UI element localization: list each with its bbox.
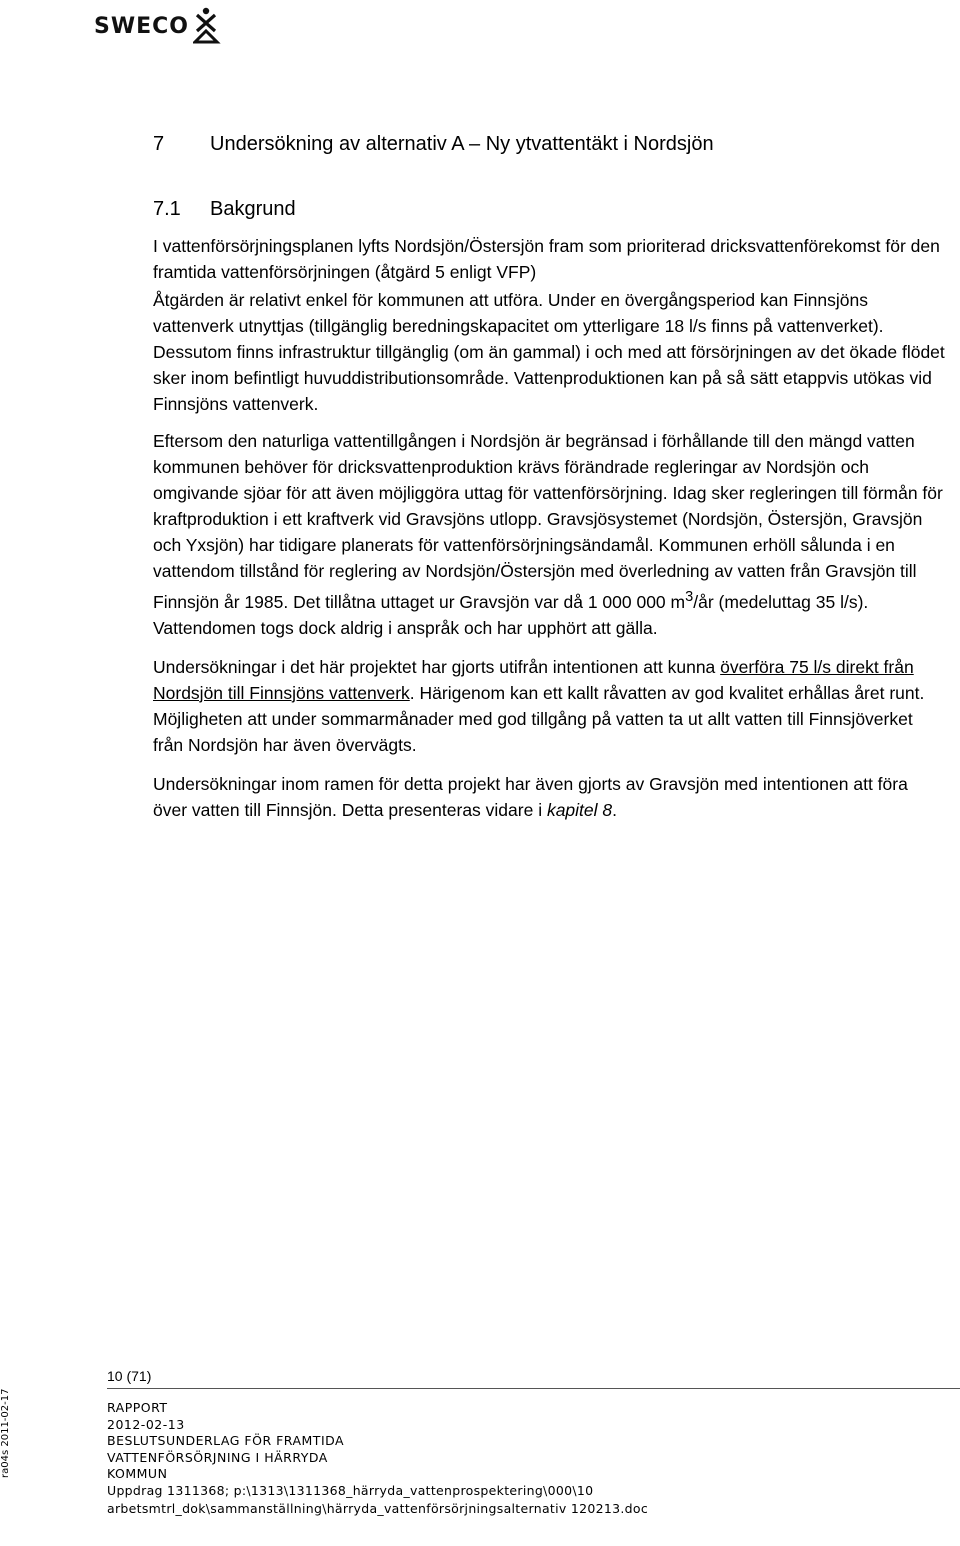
logo-text: SWECO	[94, 13, 189, 39]
paragraph-4	[153, 654, 945, 758]
sweco-logo	[94, 6, 223, 46]
section-heading	[153, 193, 945, 225]
superscript-3: 3	[685, 589, 694, 605]
chapter-reference: kapitel 8	[546, 799, 613, 820]
paragraph-5-text-end: .	[612, 799, 618, 820]
paragraph-4-text-end: . Härigenom kan ett kallt råvatten av god kvalitet erhållas året runt. Möjligheten att under sommarmånader med god tillgång på vatten ta ut allt vatten till Finnsjöverket från Nordsjön har även övervägts.	[153, 682, 925, 755]
template-code: ra04s 2011-02-17	[0, 1388, 11, 1478]
paragraph-4-text: Undersökningar i det här projektet har gjorts utifrån intentionen att kunna	[153, 656, 721, 677]
chapter-title: Undersökning av alternativ A – Ny ytvattentäkt i Nordsjön	[210, 133, 714, 155]
chapter-heading	[153, 128, 945, 160]
report-title-line-2: VATTENFÖRSÖRJNING I HÄRRYDA	[107, 1449, 328, 1465]
page-number: 10 (71)	[107, 1368, 152, 1384]
section-title: Bakgrund	[210, 198, 296, 220]
report-type: RAPPORT	[107, 1400, 168, 1415]
assignment-line-2: arbetsmtrl_dok\sammanställning\härryda_vattenförsörjningsalternativ 120213.doc	[107, 1501, 648, 1516]
sweco-figure-icon	[193, 6, 223, 46]
report-title-line-1: BESLUTSUNDERLAG FÖR FRAMTIDA	[107, 1433, 345, 1448]
paragraph-3-text: Eftersom den naturliga vattentillgången i Nordsjön är begränsad i förhållande till den mängd vatten kommunen behöver för dricksvattenproduktion krävs förändrade regleringar av Nordsjön och omgivande sjöar för att även möjliggöra uttag för vattenförsörjning. Idag sker regleringen till förmån för kraftproduktion i ett kraftverk vid Gravsjöns utlopp. Gravsjösystemet (Nordsjön, Östersjön, Gravsjön och Yxsjön) har tidigare planerats för vattenförsörjningsändamål. Kommunen erhöll sålunda i en vattendom tillstånd för reglering av Nordsjön/Östersjön med överledning av vatten från Gravsjön till Finnsjön år 1985. Det tillåtna uttaget ur Gravsjön var då 1 000 000 m	[153, 431, 943, 612]
report-info	[107, 1400, 960, 1483]
chapter-number: 7	[153, 133, 165, 155]
paragraph-3-text-end: /år (medeluttag 35 l/s). Vattendomen togs dock aldrig i anspråk och har upphört att gälla.	[153, 591, 869, 638]
assignment-line-1: Uppdrag 1311368; p:\1313\1311368_härryda_vattenprospektering\000\10	[107, 1483, 594, 1498]
section-number: 7.1	[153, 198, 181, 220]
paragraph-4-underlined: överföra 75 l/s direkt från Nordsjön till Finnsjöns vattenverk	[153, 656, 914, 703]
page-footer	[107, 1366, 960, 1483]
report-date: 2012-02-13	[107, 1416, 185, 1432]
document-body	[153, 128, 945, 823]
paragraph-2: Åtgärden är relativt enkel för kommunen att utföra. Under en övergångsperiod kan Finnsjöns vattenverk utnyttjas (tillgänglig beredningskapacitet om ytterligare 18 l/s finns på vattenverket). Dessutom finns infrastruktur tillgänglig (om än gammal) i och med att försörjningen av det ökade flödet sker inom befintligt huvuddistributionsområde. Vattenproduktionen kan på så sätt etappvis utökas vid Finnsjöns vattenverk.	[153, 290, 945, 414]
paragraph-5-text: Undersökningar inom ramen för detta projekt har även gjorts av Gravsjön med intentionen att föra över vatten till Finnsjön. Detta presenteras vidare i	[153, 773, 908, 820]
paragraph-1: I vattenförsörjningsplanen lyfts Nordsjön/Östersjön fram som prioriterad dricksvattenförekomst för den framtida vattenförsörjningen (åtgärd 5 enligt VFP)	[153, 236, 940, 282]
paragraph-5	[153, 771, 945, 823]
assignment-reference	[107, 1482, 648, 1518]
paragraph-3	[153, 428, 945, 641]
footer-divider	[107, 1388, 960, 1389]
report-title-line-3: KOMMUN	[107, 1466, 168, 1481]
